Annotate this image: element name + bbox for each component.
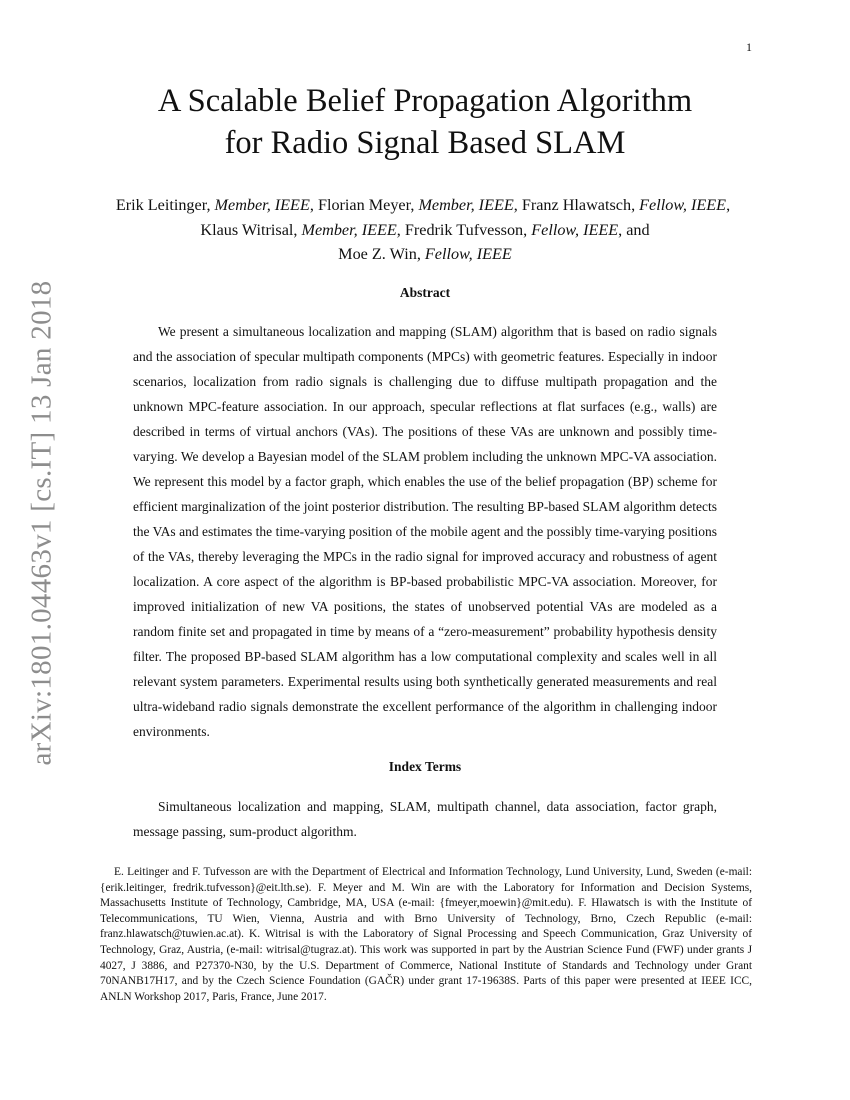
author-role: Member, IEEE (301, 220, 397, 239)
author-role: Member, IEEE (418, 196, 514, 214)
author-name: Fredrik Tufvesson (404, 220, 524, 239)
arxiv-identifier-stamp: arXiv:1801.04463v1 [cs.IT] 13 Jan 2018 (25, 280, 58, 766)
author-line-1: Erik Leitinger, Member, IEEE, Florian Meyer, Member, IEEE, Franz Hlawatsch, Fellow, IEEE, (115, 196, 735, 214)
author-line-2: Klaus Witrisal, Member, IEEE, Fredrik Tufvesson, Fellow, IEEE, and (200, 220, 650, 239)
author-name: Franz Hlawatsch (521, 196, 632, 214)
paper-title (100, 80, 750, 164)
abstract-text: We present a simultaneous localization and mapping (SLAM) algorithm that is based on radio signals and the association of specular multipath components (MPCs) with geometric features. Especially in indoor scenarios, localization from radio signals is challenging due to diffuse multipath propagation and the unknown MPC-feature association. In our approach, specular reflections at flat surfaces (e.g., walls) are described in terms of virtual anchors (VAs). The positions of these VAs are unknown and possibly time-varying. We develop a Bayesian model of the SLAM problem including the unknown MPC-VA association. We represent this model by a factor graph, which enables the use of the belief propagation (BP) scheme for efficient marginalization of the joint posterior distribution. The resulting BP-based SLAM algorithm detects the VAs and estimates the time-varying position of the mobile agent and the possibly time-varying positions of the VAs, thereby leveraging the MPCs in the radio signal for improved accuracy and robustness of agent localization. A core aspect of the algorithm is BP-based probabilistic MPC-VA association. Moreover, for improved initialization of new VA positions, the states of unobserved potential VAs are modeled as a random finite set and propagated in time by means of a “zero-measurement” probability hypothesis density filter. The proposed BP-based SLAM algorithm has a low computational complexity and scales well in all relevant system parameters. Experimental results using both synthetically generated measurements and real ultra-wideband radio signals demonstrate the excellent performance of the algorithm in challenging indoor environments. (133, 324, 717, 739)
author-role: Fellow, IEEE (424, 245, 512, 263)
author-role: Fellow, IEEE (531, 220, 619, 239)
title-line-2: for Radio Signal Based SLAM (224, 125, 626, 161)
author-role: Member, IEEE (214, 196, 310, 214)
author-name: Florian Meyer (317, 196, 411, 214)
author-list (80, 193, 770, 267)
author-affiliation-footnote: E. Leitinger and F. Tufvesson are with the Department of Electrical and Information Technology, Lund University, Lund, Sweden (e-mail: {erik.leitinger, fredrik.tufvesson}@eit.lth.se). F. Meyer and M. Win are with the Laboratory for Information and Decision Systems, Massachusetts Institute of Technology, Cambridge, MA, USA (e-mail: {fmeyer,moewin}@mit.edu). F. Hlawatsch is with the Institute of Telecommunications, TU Wien, Vienna, Austria and with Brno University of Technology, Brno, Czech Republic (e-mail: franz.hlawatsch@tuwien.ac.at). K. Witrisal is with the Laboratory of Signal Processing and Speech Communication, Graz University of Technology, Graz, Austria, (e-mail: witrisal@tugraz.at). This work was supported in part by the Austrian Science Fund (FWF) under grants J 4027, J 3886, and P27370-N30, by the U.S. Department of Commerce, National Institute of Standards and Technology under Grant 70NANB17H17, and by the Czech Science Foundation (GAČR) under grant 17-19638S. Parts of this paper were presented at IEEE ICC, ANLN Workshop 2017, Paris, France, June 2017. (100, 866, 752, 1003)
page-number: 1 (746, 40, 752, 54)
author-line-3: Moe Z. Win, Fellow, IEEE (338, 245, 512, 263)
index-terms-text: Simultaneous localization and mapping, SLAM, multipath channel, data association, factor graph, message passing, sum-product algorithm. (133, 799, 717, 839)
author-name: Klaus Witrisal (200, 220, 294, 239)
author-name: Moe Z. Win (338, 245, 417, 263)
title-line-1: A Scalable Belief Propagation Algorithm (157, 83, 693, 119)
author-role: Fellow, IEEE (639, 196, 727, 214)
index-terms-heading: Index Terms (388, 759, 462, 774)
abstract-heading: Abstract (399, 285, 451, 300)
author-name: Erik Leitinger (115, 196, 207, 214)
